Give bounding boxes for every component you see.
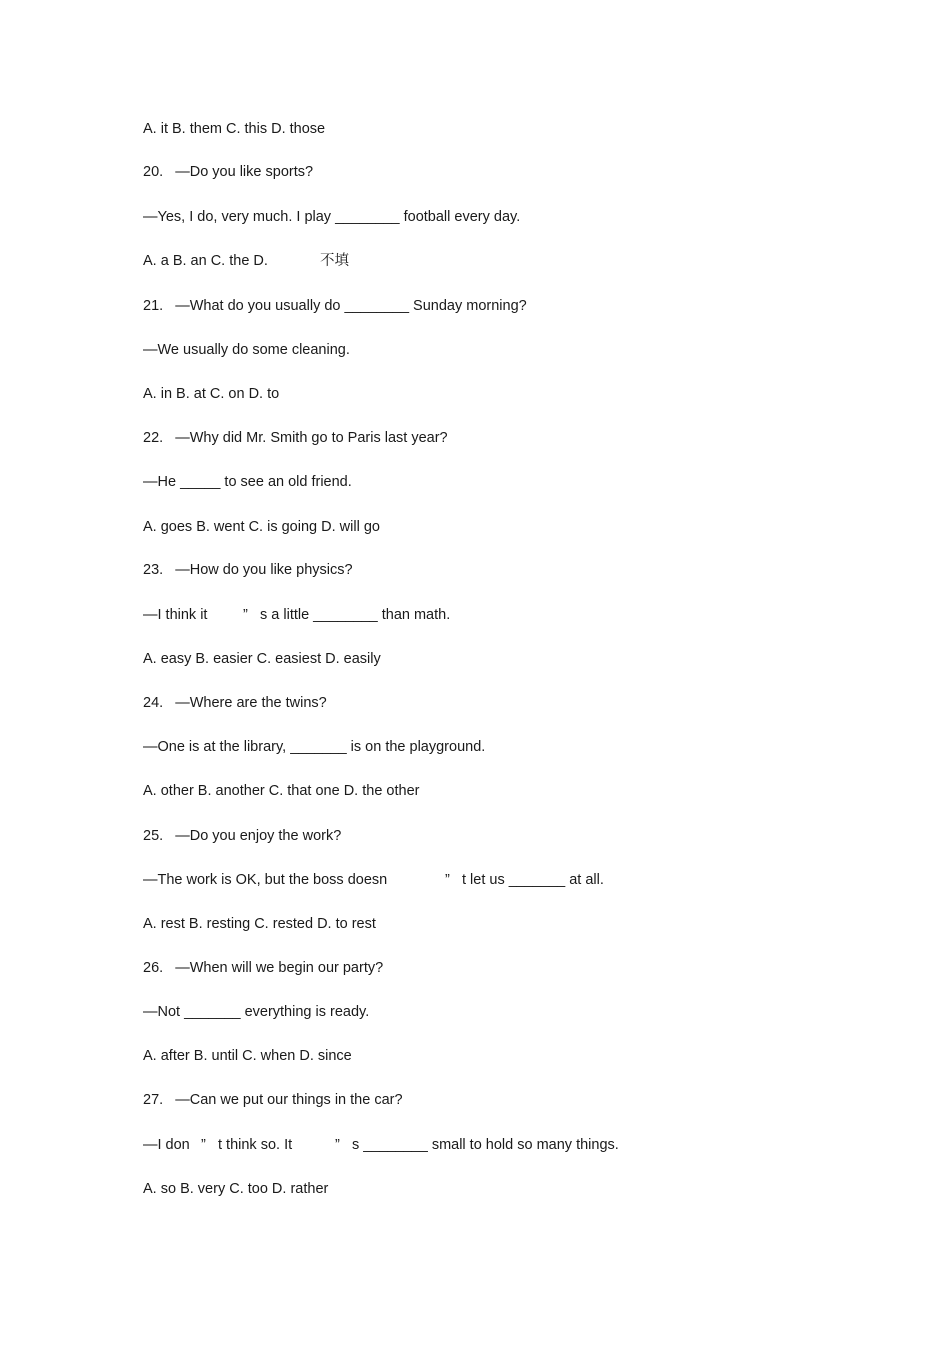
question-27: 27. —Can we put our things in the car? [143, 1092, 403, 1108]
option-line-24: A. other B. another C. that one D. the other [143, 783, 420, 799]
answer-part-b: t think so. It [218, 1137, 293, 1153]
quote-mark: ” [243, 607, 248, 623]
option-line-23: A. easy B. easier C. easiest D. easily [143, 651, 381, 667]
question-20: 20. —Do you like sports? [143, 164, 314, 180]
option-line-27: A. so B. very C. too D. rather [143, 1181, 329, 1197]
option-text-20: A. a B. an C. the D. [143, 253, 268, 269]
answer-part-b: t let us _______ at all. [462, 872, 604, 888]
answer-line-21: —We usually do some cleaning. [143, 342, 350, 358]
quote-mark: ” [201, 1137, 206, 1153]
answer-line-20: —Yes, I do, very much. I play ________ football every day. [143, 209, 521, 225]
option-d-chinese-text: 不填 [320, 253, 349, 269]
question-25: 25. —Do you enjoy the work? [143, 828, 342, 844]
answer-part-a: —I think it [143, 607, 208, 623]
answer-line-22: —He _____ to see an old friend. [143, 474, 352, 490]
question-24: 24. —Where are the twins? [143, 695, 327, 711]
option-line-26: A. after B. until C. when D. since [143, 1048, 352, 1064]
answer-line-26: —Not _______ everything is ready. [143, 1004, 370, 1020]
option-line-21: A. in B. at C. on D. to [143, 386, 280, 402]
answer-part-b: s a little ________ than math. [260, 607, 451, 623]
option-line-22: A. goes B. went C. is going D. will go [143, 519, 380, 535]
question-26: 26. —When will we begin our party? [143, 960, 384, 976]
question-23: 23. —How do you like physics? [143, 562, 353, 578]
option-line-25: A. rest B. resting C. rested D. to rest [143, 916, 376, 932]
answer-part-a: —I don [143, 1137, 190, 1153]
question-21: 21. —What do you usually do ________ Sunday morning? [143, 298, 527, 314]
answer-line-24: —One is at the library, _______ is on the playground. [143, 739, 486, 755]
option-line-19: A. it B. them C. this D. those [143, 121, 326, 137]
question-22: 22. —Why did Mr. Smith go to Paris last year? [143, 430, 448, 446]
quote-mark: ” [335, 1137, 340, 1153]
answer-part-c: s ________ small to hold so many things. [352, 1137, 619, 1153]
answer-part-a: —The work is OK, but the boss doesn [143, 872, 388, 888]
quote-mark: ” [445, 872, 450, 888]
